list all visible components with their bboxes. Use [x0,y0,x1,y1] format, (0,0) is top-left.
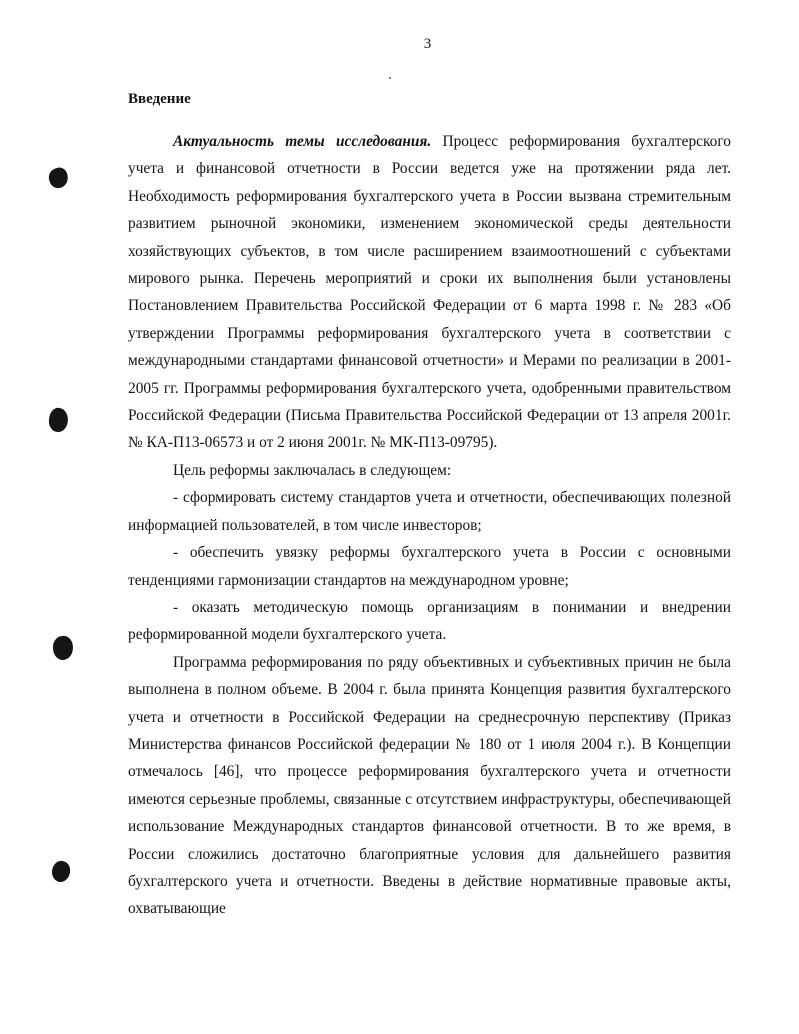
list-item-goal: - сформировать систему стандартов учета и отчетности, обеспечивающих полезной информацией пользователей, в том числе инвесторов; [128,489,731,534]
scan-dot [389,77,391,79]
paragraph-lead: Актуальность темы исследования. [173,133,432,150]
paragraph-goal-intro: Цель реформы заключалась в следующем: [173,461,452,479]
document-body [128,128,731,923]
hole-punch-mark [52,635,74,661]
hole-punch-mark [47,406,71,433]
hole-punch-mark [49,859,73,885]
list-item-goal: - оказать методическую помощь организациям в понимании и внедрении реформированной модели бухгалтерского учета. [128,598,731,644]
hole-punch-mark [46,166,70,191]
list-item-goal: - обеспечить увязку реформы бухгалтерского учета в России с основными тенденциями гармонизации стандартов на международном уровне; [128,544,731,589]
paragraph-text: Процесс реформирования бухгалтерского учета и финансовой отчетности в России ведется уже на протяжении ряда лет. Необходимость реформирования бухгалтерского учета в России вызвана стремительным развитием рыночной экономики, изменением экономической среды деятельности хозяйствующих субъектов, в том числе расширением взаимоотношений с субъектами мирового рынка. Перечень мероприятий и сроки их выполнения были установлены Постановлением Правительства Российской Федерации от 6 марта 1998 г. № 283 «Об утверждении Программы реформирования бухгалтерского учета в соответствии с международными стандартами финансовой отчетности» и Мерами по реализации в 2001-2005 гг. Программы реформирования бухгалтерского учета, одобренными правительством Российской Федерации (Письма Правительства Российской Федерации от 13 апреля 2001г. № КА-П13-06573 и от 2 июня 2001г. № МК-П13-09795). [128,133,731,452]
paragraph-program: Программа реформирования по ряду объективных и субъективных причин не была выполнена в полном объеме. В 2004 г. была принята Концепция развития бухгалтерского учета и отчетности в Российской Федерации на среднесрочную перспективу (Приказ Министерства финансов Российской федерации № 180 от 1 июля 2004 г.). В Концепции отмечалось [46], что процессе реформирования бухгалтерского учета и отчетности имеются серьезные проблемы, связанные с отсутствием инфраструктуры, обеспечивающей использование Международных стандартов финансовой отчетности. В то же время, в России сложились достаточно благоприятные условия для дальнейшего развития бухгалтерского учета и отчетности. Введены в действие нормативные правовые акты, охватывающие [128,653,731,918]
paragraph-relevance [128,128,731,457]
page-number: 3 [423,36,432,52]
section-heading: Введение [128,91,191,107]
